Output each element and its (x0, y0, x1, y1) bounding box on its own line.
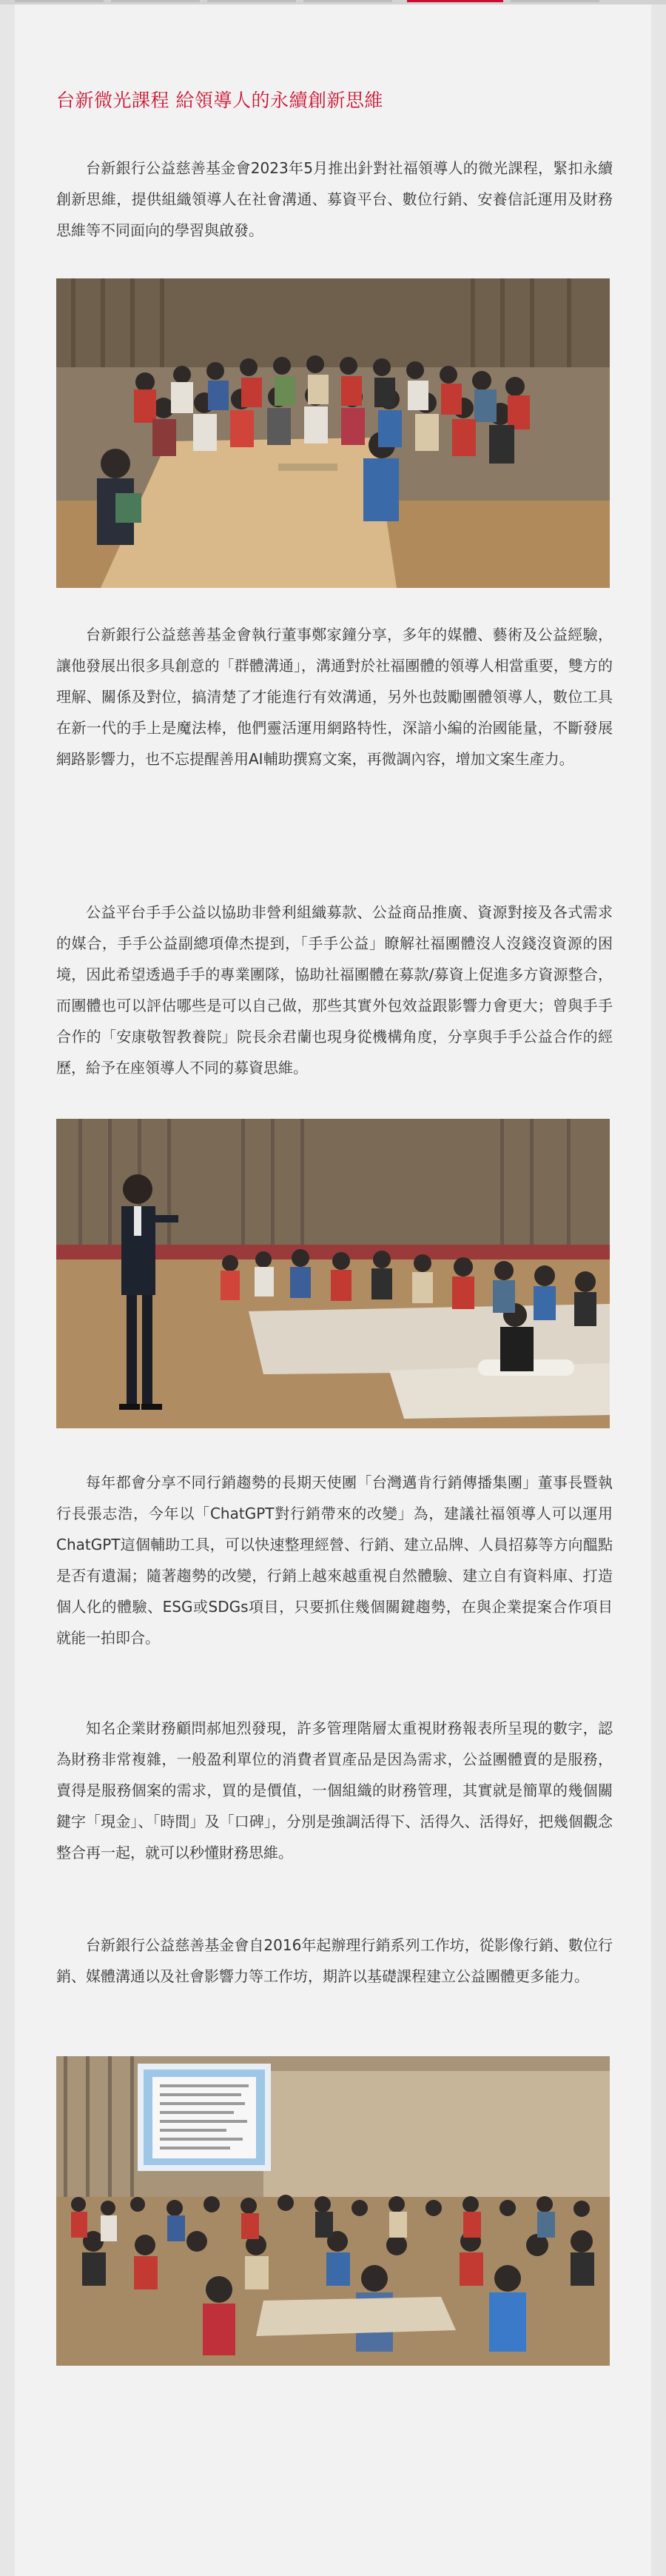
nav-segment[interactable] (511, 0, 599, 2)
article-panel (15, 4, 651, 2576)
nav-segment[interactable] (207, 0, 296, 2)
article-paragraph-4: 每年都會分享不同行銷趨勢的長期天使團「台灣邁肯行銷傳播集團」董事長暨執行長張志浩，今年以「ChatGPT對行銷帶來的改變」為，建議社福領導人可以運用ChatGPT這個輔助工具，可以快速整理經營、行銷、建立品牌、人員招募等方向醞點是否有遺漏；隨著趨勢的改變，行銷上越來越重視自然體驗、建立自有資料庫、打造個人化的體驗、ESG或SDGs項目，只要抓住幾個關鍵趨勢，在與企業提案合作項目就能一拍即合。 (56, 1473, 613, 1647)
nav-segment[interactable] (15, 0, 104, 2)
photo-group-audience (56, 278, 610, 588)
photo-classroom-lecture (56, 2056, 610, 2366)
article-paragraph-2: 台新銀行公益慈善基金會執行董事鄭家鐘分享，多年的媒體、藝術及公益經驗，讓他發展出很多具創意的「群體溝通」，溝通對於社福團體的領導人相當重要，雙方的理解、關係及對位，搞清楚了才能進行有效溝通，另外也鼓勵團體領導人，數位工具在新一代的手上是魔法棒，他們靈活運用網路特性，深諳小編的治國能量，不斷發展網路影響力，也不忘提醒善用AI輔助撰寫文案，再微調內容，增加文案生產力。 (56, 626, 613, 768)
article-paragraph-6: 台新銀行公益慈善基金會自2016年起辦理行銷系列工作坊，從影像行銷、數位行銷、媒體溝通以及社會影響力等工作坊，期許以基礎課程建立公益團體更多能力。 (56, 1936, 613, 1985)
nav-segment[interactable] (303, 0, 392, 2)
article-paragraph-5: 知名企業財務顧問郝旭烈發現，許多管理階層太重視財務報表所呈現的數字，認為財務非常複雜，一般盈利單位的消費者買產品是因為需求，公益團體賣的是服務，賣得是服務個案的需求，買的是價值，一個組織的財務管理，其實就是簡單的幾個關鍵字「現金」、「時間」及「口碑」，分別是強調活得下、活得久、活得好，把幾個觀念整合再一起，就可以秒懂財務思維。 (56, 1719, 613, 1861)
article-paragraph-3: 公益平台手手公益以協助非營利組織募款、公益商品推廣、資源對接及各式需求的媒合，手手公益副總項偉杰提到，「手手公益」瞭解社福團體沒人沒錢沒資源的困境，因此希望透過手手的專業團隊，協助社福團體在募款/募資上促進多方資源整合，而團體也可以評估哪些是可以自己做，那些其實外包效益跟影響力會更大；曾與手手合作的「安康敬智教養院」院長余君蘭也現身從機構角度，分享與手手公益合作的經歷，給予在座領導人不同的募資思維。 (56, 903, 613, 1077)
photo-speaker-presenting (56, 1119, 610, 1428)
article-paragraph-1: 台新銀行公益慈善基金會2023年5月推出針對社福領導人的微光課程，緊扣永續創新思維，提供組織領導人在社會溝通、募資平台、數位行銷、安養信託運用及財務思維等不同面向的學習與啟發。 (56, 159, 613, 239)
nav-segment-active[interactable] (407, 0, 503, 2)
article-title: 台新微光課程 給領導人的永續創新思維 (56, 90, 383, 111)
nav-segment[interactable] (111, 0, 200, 2)
